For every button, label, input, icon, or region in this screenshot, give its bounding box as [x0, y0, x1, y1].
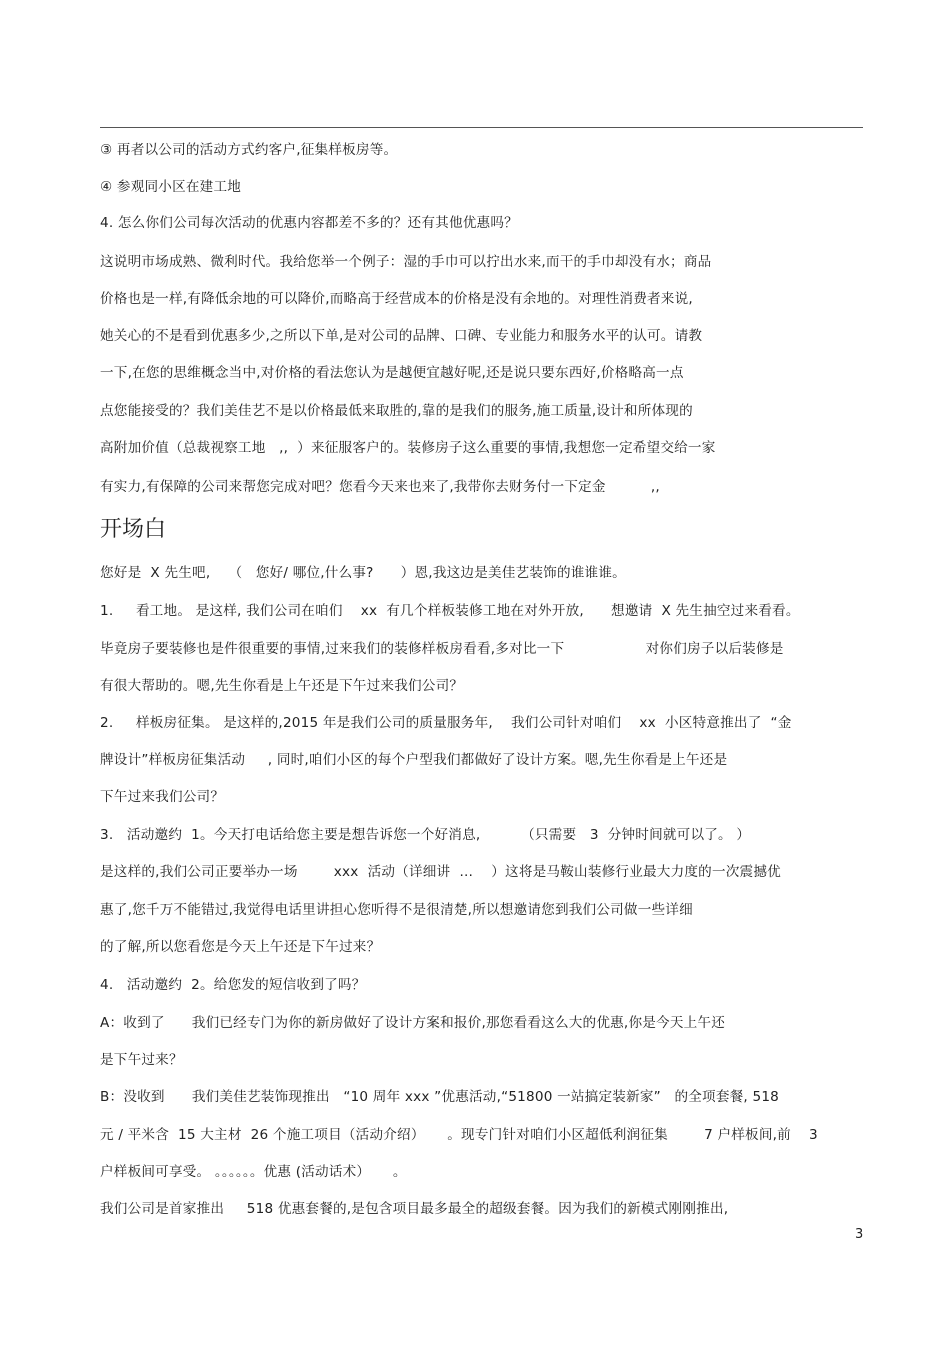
text-line: 的了解,所以您看您是今天上午还是下午过来？	[100, 939, 381, 955]
text-line: 一下,在您的思维概念当中,对价格的看法您认为是越便宜越好呢,还是说只要东西好,价格略高一点	[100, 365, 684, 381]
section-heading: 开场白	[100, 517, 167, 542]
text-line: 惠了,您千万不能错过,我觉得电话里讲担心您听得不是很清楚,所以想邀请您到我们公司做一些详细	[100, 902, 693, 918]
question-line: 4. 怎么你们公司每次活动的优惠内容都差不多的？还有其他优惠吗？	[100, 215, 518, 231]
text-line: A：收到了 我们已经专门为你的新房做好了设计方案和报价,那您看看这么大的优惠,你是今天上午还	[100, 1015, 726, 1031]
text-line: 牌设计”样板房征集活动 , 同时,咱们小区的每个户型我们都做好了设计方案。嗯,先生你看是上午还是	[100, 752, 728, 768]
text-line: B：没收到 我们美佳艺装饰现推出 “10 周年 xxx ”优惠活动,“51800 一站搞定装新家” 的全项套餐, 518	[100, 1089, 780, 1105]
text-line: 2. 样板房征集。 是这样的,2015 年是我们公司的质量服务年, 我们公司针对咱们 xx 小区特意推出了 “金	[100, 715, 792, 731]
page-number: 3	[855, 1227, 864, 1242]
text-line: 1. 看工地。 是这样, 我们公司在咱们 xx 有几个样板装修工地在对外开放, 想邀请 X 先生抽空过来看看。	[100, 603, 800, 619]
text-line: 她关心的不是看到优惠多少,之所以下单,是对公司的品牌、口碑、专业能力和服务水平的认可。请教	[100, 328, 703, 344]
text-line: 元 / 平米含 15 大主材 26 个施工项目（活动介绍） 。现专门针对咱们小区超低利润征集 7 户样板间,前 3	[100, 1127, 818, 1143]
text-line: 有实力,有保障的公司来帮您完成对吧？您看今天来也来了,我带你去财务付一下定金 ,,	[100, 479, 660, 495]
text-line: 点您能接受的？我们美佳艺不是以价格最低来取胜的,靠的是我们的服务,施工质量,设计和所体现的	[100, 403, 693, 419]
text-line: ④ 参观同小区在建工地	[100, 179, 242, 195]
text-line: 毕竟房子要装修也是件很重要的事情,过来我们的装修样板房看看,多对比一下 对你们房子以后装修是	[100, 641, 784, 657]
text-line: 是下午过来？	[100, 1052, 183, 1068]
text-line: 有很大帮助的。嗯,先生你看是上午还是下午过来我们公司？	[100, 678, 464, 694]
text-line: 下午过来我们公司？	[100, 789, 225, 805]
text-line: 价格也是一样,有降低余地的可以降价,而略高于经营成本的价格是没有余地的。对理性消费者来说,	[100, 291, 693, 307]
text-line: 您好是 X 先生吧, （ 您好/ 哪位,什么事? ）恩,我这边是美佳艺装饰的谁谁谁。	[100, 565, 626, 581]
text-line: 4. 活动邀约 2。给您发的短信收到了吗？	[100, 977, 366, 993]
text-line: 是这样的,我们公司正要举办一场 xxx 活动（详细讲 … ）这将是马鞍山装修行业最大力度的一次震撼优	[100, 864, 781, 880]
text-line: 高附加价值（总裁视察工地 ,, ）来征服客户的。装修房子这么重要的事情,我想您一定希望交给一家	[100, 440, 716, 456]
text-line: 户样板间可享受。 。。。。。。优惠 (活动话术） 。	[100, 1164, 407, 1180]
text-line: ③ 再者以公司的活动方式约客户,征集样板房等。	[100, 142, 398, 158]
header-rule	[100, 127, 863, 128]
text-line: 3. 活动邀约 1。今天打电话给您主要是想告诉您一个好消息, （只需要 3 分钟时间就可以了。 ）	[100, 827, 751, 843]
text-line: 这说明市场成熟、微利时代。我给您举一个例子：湿的手巾可以拧出水来,而干的手巾却没有水；商品	[100, 254, 712, 270]
text-line: 我们公司是首家推出 518 优惠套餐的,是包含项目最多最全的超级套餐。因为我们的新模式刚刚推出,	[100, 1201, 729, 1217]
